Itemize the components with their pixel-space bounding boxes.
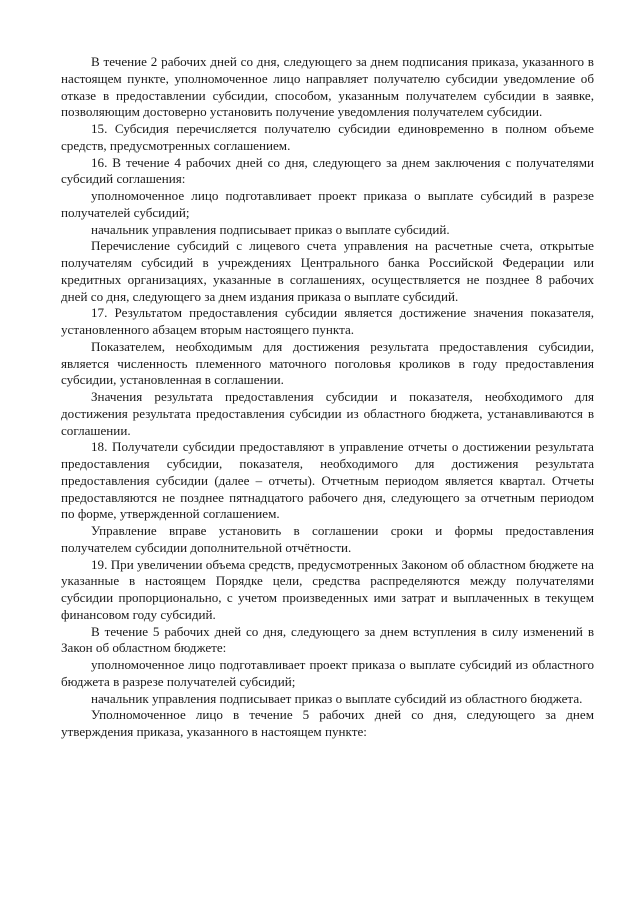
document-page [61, 54, 594, 741]
paragraph-draft-order: уполномоченное лицо подготавливает проект приказа о выплате субсидий в разрезе получателей субсидий; [61, 188, 594, 220]
paragraph-values: Значения результата предоставления субсидии и показателя, необходимого для достижения результата предоставления субсидии из областного бюджета, устанавливаются в соглашении. [61, 389, 594, 438]
paragraph-authorized-person: Уполномоченное лицо в течение 5 рабочих дней со дня, следующего за днем утверждения приказа, указанного в настоящем пункте: [61, 707, 594, 739]
paragraph-sign-order: начальник управления подписывает приказ о выплате субсидий. [91, 221, 450, 237]
paragraph-draft-order-budget: уполномоченное лицо подготавливает проект приказа о выплате субсидий из областного бюджета в разрезе получателей субсидий; [61, 657, 594, 689]
paragraph-item-16: 16. В течение 4 рабочих дней со дня, следующего за днем заключения с получателями субсидий соглашения: [61, 154, 594, 187]
paragraph-item-19: 19. При увеличении объема средств, предусмотренных Законом об областном бюджете на указанные в настоящем Порядке цели, средства распределяются между получателями субсидии пропорционально, с учетом произведенных ими затрат и выплаченных в текущем финансовом году субсидий. [61, 556, 594, 622]
paragraph-item-17: 17. Результатом предоставления субсидии является достижение значения показателя, установленного абзацем вторым настоящего пункта. [61, 305, 594, 337]
paragraph-sign-order-budget: начальник управления подписывает приказ о выплате субсидий из областного бюджета. [91, 690, 583, 706]
paragraph-additional-reporting: Управление вправе установить в соглашении сроки и формы предоставления получателем субсидии дополнительной отчётности. [61, 523, 594, 555]
paragraph-item-18: 18. Получатели субсидии предоставляют в управление отчеты о достижении результата предоставления субсидии, показателя, необходимого для достижения результата предоставления субсидии (далее – отчеты). Отчетным периодом является квартал. Отчеты предоставляются не позднее пятнадцатого рабочего дня, следующего за отчетным периодом по форме, утвержденной соглашением. [61, 439, 594, 522]
paragraph-indicator: Показателем, необходимым для достижения результата предоставления субсидии, является численность племенного маточного поголовья кроликов в году предоставления субсидии, установленная в соглашении. [61, 338, 594, 388]
paragraph-transfer: Перечисление субсидий с лицевого счета управления на расчетные счета, открытые получателям субсидий в учреждениях Центрального банка Российской Федерации или кредитных организациях, указанные в соглашениях, осуществляется не позднее 8 рабочих дней со дня, следующего за днем издания приказа о выплате субсидий. [61, 238, 594, 304]
paragraph-item-15: 15. Субсидия перечисляется получателю субсидии единовременно в полном объеме средств, предусмотренных соглашением. [61, 121, 594, 153]
paragraph-notice-refusal: В течение 2 рабочих дней со дня, следующего за днем подписания приказа, указанного в настоящем пункте, уполномоченное лицо направляет получателю субсидии уведомление об отказе в предоставлении субсидии, способом, указанным получателем субсидии в заявке, позволяющим достоверно установить получение уведомления получателем субсидии. [61, 54, 594, 120]
paragraph-budget-changes: В течение 5 рабочих дней со дня, следующего за днем вступления в силу изменений в Закон об областном бюджете: [61, 623, 594, 656]
